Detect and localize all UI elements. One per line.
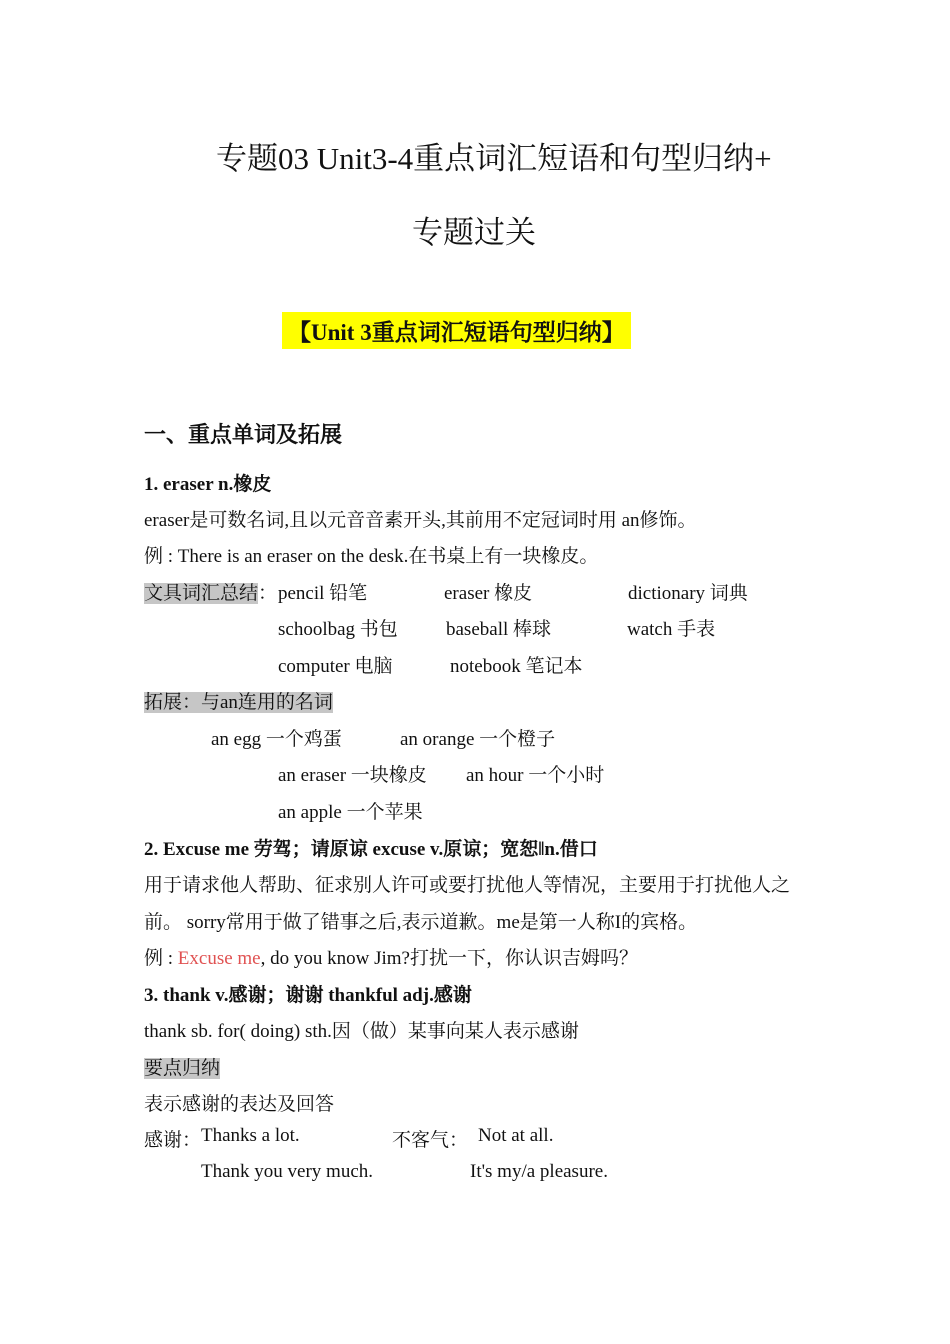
example-rest: , do you know Jim?打扰一下，你认识吉姆吗？	[260, 948, 638, 969]
extension-phrase: an eraser 一块橡皮	[278, 765, 427, 786]
item2-line2: 前。 sorry常用于做了错事之后,表示道歉。me是第一人称I的宾格。	[144, 912, 698, 933]
item2-example	[144, 943, 638, 970]
stationery-word: schoolbag 书包	[278, 619, 398, 640]
stationery-label: 文具词汇总结	[144, 583, 259, 604]
item3-line1: thank sb. for( doing) sth.因（做）某事向某人表示感谢	[144, 1021, 579, 1042]
example-prefix: 例 :	[144, 948, 178, 969]
extension-phrase: an egg 一个鸡蛋	[211, 729, 342, 750]
reply-expression: Not at all.	[478, 1125, 554, 1146]
stationery-label-row	[144, 578, 277, 605]
extension-label: 拓展：与an连用的名词	[144, 692, 333, 713]
extension-phrase: an hour 一个小时	[466, 765, 605, 786]
extension-label-row	[144, 687, 333, 714]
item1-line1: eraser是可数名词,且以元音音素开头,其前用不定冠词时用 an修饰。	[144, 510, 697, 531]
item3-line2: 表示感谢的表达及回答	[144, 1094, 335, 1115]
reply-expression: It's my/a pleasure.	[470, 1161, 608, 1182]
thanks-label: 感谢：	[144, 1130, 202, 1151]
key-points-label: 要点归纳	[144, 1058, 221, 1079]
stationery-word: notebook 笔记本	[450, 656, 583, 677]
reply-label: 不客气：	[392, 1130, 469, 1151]
doc-title-line1: 专题03 Unit3-4重点词汇短语和句型归纳+	[216, 141, 772, 176]
item1-example: 例 : There is an eraser on the desk.在书桌上有一块橡皮。	[144, 546, 599, 567]
section-heading-key-words: 一、重点单词及拓展	[144, 422, 343, 447]
extension-phrase: an orange 一个橙子	[400, 729, 556, 750]
item1-heading: 1. eraser n.橡皮	[144, 474, 272, 495]
item2-heading: 2. Excuse me 劳驾；请原谅 excuse v.原谅；宽恕‖n.借口	[144, 839, 598, 860]
doc-title-line2: 专题过关	[412, 215, 536, 250]
item2-line1: 用于请求他人帮助、征求别人许可或要打扰他人等情况，主要用于打扰他人之	[144, 875, 791, 896]
stationery-word: baseball 棒球	[446, 619, 552, 640]
stationery-word: dictionary 词典	[628, 583, 748, 604]
stationery-word: watch 手表	[627, 619, 716, 640]
stationery-word: eraser 橡皮	[444, 583, 533, 604]
key-points-row	[144, 1053, 220, 1080]
thanks-expression: Thanks a lot.	[201, 1125, 300, 1146]
unit3-banner: 【Unit 3重点词汇短语句型归纳】	[282, 312, 631, 349]
extension-phrase: an apple 一个苹果	[278, 802, 423, 823]
stationery-word: computer 电脑	[278, 656, 393, 677]
stationery-word: pencil 铅笔	[278, 583, 368, 604]
item3-heading: 3. thank v.感谢；谢谢 thankful adj.感谢	[144, 985, 472, 1006]
thanks-expression: Thank you very much.	[201, 1161, 374, 1182]
stationery-colon: ：	[258, 583, 278, 604]
example-highlight: Excuse me	[177, 948, 261, 969]
